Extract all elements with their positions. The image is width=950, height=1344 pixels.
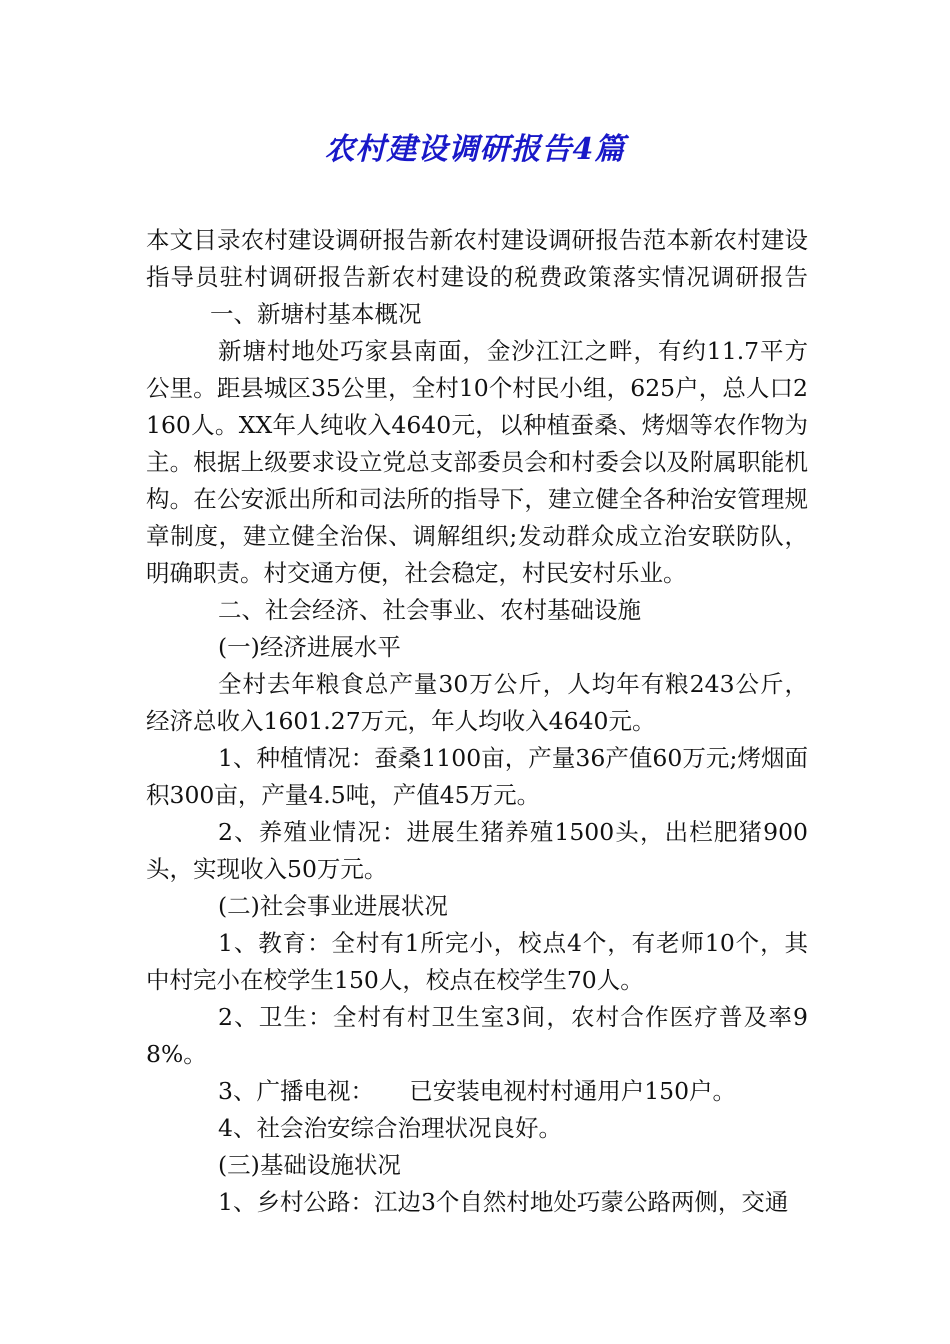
- paragraph-broadcast: 3、广播电视： 已安装电视村村通用户150户。: [218, 1077, 737, 1105]
- paragraph-security: 4、社会治安综合治理状况良好。: [218, 1114, 562, 1142]
- section-heading-1: 一、新塘村基本概况: [210, 300, 422, 328]
- subsection-heading-economy: (一)经济进展水平: [218, 633, 401, 661]
- paragraph-overview: 新塘村地处巧家县南面，金沙江江之畔，有约11.7平方公里。距县城区35公里，全村10个村民小组，625户，总人口2160人。XX年人纯收入4640元，以种植蚕桑、烤烟等农作物为主。根据上级要求设立党总支部委员会和村委会以及附属职能机构。在公安派出所和司法所的指导下，建立健全各种治安管理规章制度，建立健全治保、调解组织;发动群众成立治安联防队，明确职责。村交通方便，社会稳定，村民安村乐业。: [146, 337, 808, 587]
- paragraph-education: 1、教育：全村有1所完小，校点4个，有老师10个，其中村完小在校学生150人，校点在校学生70人。: [146, 929, 808, 994]
- paragraph-economy: 全村去年粮食总产量30万公斤，人均年有粮243公斤，经济总收入1601.27万元，年人均收入4640元。: [146, 670, 808, 735]
- subsection-heading-infrastructure: (三)基础设施状况: [218, 1151, 401, 1179]
- section-heading-2: 二、社会经济、社会事业、农村基础设施: [218, 596, 641, 624]
- toc-text: 本文目录农村建设调研报告新农村建设调研报告范本新农村建设指导员驻村调研报告新农村建设的税费政策落实情况调研报告: [146, 226, 808, 291]
- paragraph-planting: 1、种植情况：蚕桑1100亩，产量36产值60万元;烤烟面积300亩，产量4.5吨，产值45万元。: [146, 744, 808, 809]
- document-body: [146, 222, 808, 1221]
- document-title: 农村建设调研报告4篇: [324, 132, 626, 167]
- paragraph-breeding: 2、养殖业情况：进展生猪养殖1500头，出栏肥猪900头，实现收入50万元。: [146, 818, 808, 883]
- paragraph-health: 2、卫生：全村有村卫生室3间，农村合作医疗普及率98%。: [146, 1003, 808, 1068]
- subsection-heading-social: (二)社会事业进展状况: [218, 892, 448, 920]
- paragraph-roads: 1、乡村公路：江边3个自然村地处巧蒙公路两侧，交通: [218, 1188, 789, 1216]
- toc-paragraph: [146, 222, 808, 333]
